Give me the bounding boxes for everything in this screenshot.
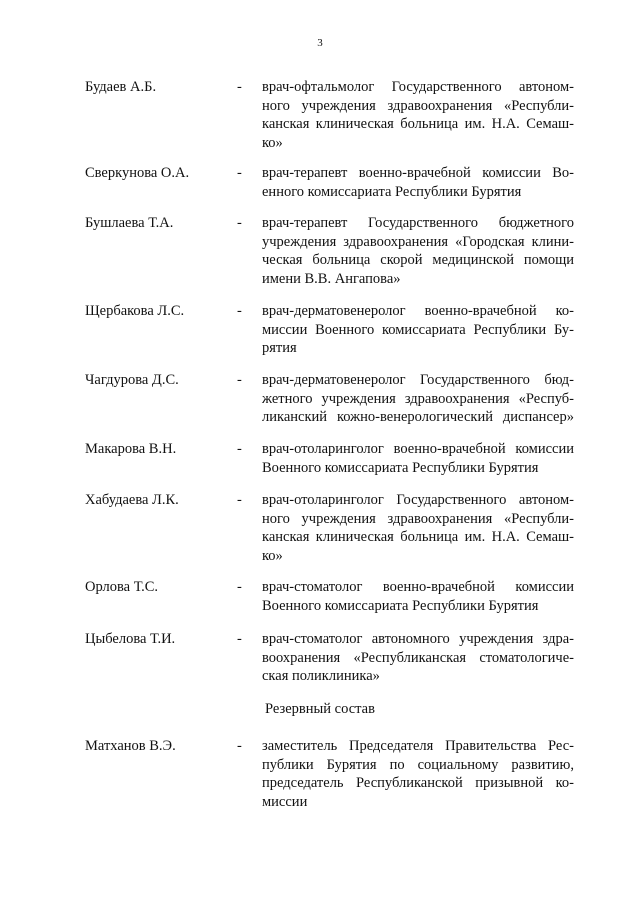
- position-line: врач-отоларинголог военно-врачебной комиссии: [262, 441, 574, 457]
- position-line: енного комиссариата Республики Бурятия: [262, 183, 522, 200]
- separator-dash: -: [237, 441, 242, 457]
- position-line: ко»: [262, 547, 283, 564]
- member-position: [262, 78, 574, 152]
- reserve-section-title: Резервный состав: [265, 701, 375, 717]
- separator-dash: -: [237, 738, 242, 754]
- position-line: жетного учреждения здравоохранения «Респуб-: [262, 390, 574, 407]
- separator-dash: -: [237, 303, 242, 319]
- position-line: учреждения здравоохранения «Городская клини-: [262, 233, 574, 250]
- member-name: Макарова В.Н.: [85, 441, 177, 457]
- separator-dash: -: [237, 79, 242, 95]
- position-line: миссии: [262, 793, 308, 810]
- position-line: ская поликлиника»: [262, 668, 380, 684]
- position-line: ного учреждения здравоохранения «Республи-: [262, 510, 574, 527]
- member-position: [262, 371, 574, 427]
- position-line: ликанский кожно-венерологический диспансер»: [262, 409, 574, 425]
- separator-dash: -: [237, 579, 242, 595]
- member-name: Бушлаева Т.А.: [85, 215, 174, 231]
- position-line: председатель Республиканской призывной ко-: [262, 775, 574, 791]
- position-line: врач-терапевт военно-врачебной комиссии Во-: [262, 165, 574, 181]
- member-name: Щербакова Л.С.: [85, 303, 185, 319]
- position-line: ческая больница скорой медицинской помощи: [262, 252, 574, 268]
- member-position: [262, 214, 574, 288]
- position-line: публики Бурятия по социальному развитию,: [262, 756, 574, 773]
- member-position: [262, 737, 574, 811]
- position-line: заместитель Председателя Правительства Рес-: [262, 738, 574, 754]
- position-line: рятия: [262, 340, 297, 356]
- separator-dash: -: [237, 165, 242, 181]
- position-line: врач-терапевт Государственного бюджетного: [262, 215, 574, 231]
- position-line: канская клиническая больница им. Н.А. Семаш-: [262, 116, 574, 132]
- member-name: Чагдурова Д.С.: [85, 372, 179, 388]
- separator-dash: -: [237, 492, 242, 508]
- member-name: Сверкунова О.А.: [85, 165, 190, 181]
- separator-dash: -: [237, 372, 242, 388]
- member-name: Будаев А.Б.: [85, 79, 157, 95]
- member-name: Хабудаева Л.К.: [85, 492, 179, 508]
- position-line: врач-стоматолог автономного учреждения здра-: [262, 631, 574, 647]
- separator-dash: -: [237, 215, 242, 231]
- position-line: врач-офтальмолог Государственного автоном-: [262, 79, 574, 95]
- page-number: 3: [317, 37, 323, 49]
- member-name: Орлова Т.С.: [85, 579, 159, 595]
- position-line: миссии Военного комиссариата Республики Бу-: [262, 321, 574, 338]
- position-line: Военного комиссариата Республики Бурятия: [262, 459, 539, 476]
- position-line: воохранения «Республиканская стоматологиче-: [262, 649, 574, 666]
- position-line: врач-дерматовенеролог военно-врачебной ко-: [262, 303, 574, 319]
- member-position: [262, 578, 574, 615]
- member-position: [262, 440, 574, 477]
- position-line: имени В.В. Ангапова»: [262, 270, 401, 287]
- position-line: врач-отоларинголог Государственного автоном-: [262, 492, 574, 508]
- member-name: Цыбелова Т.И.: [85, 631, 176, 647]
- position-line: канская клиническая больница им. Н.А. Семаш-: [262, 529, 574, 545]
- member-position: [262, 491, 574, 565]
- separator-dash: -: [237, 631, 242, 647]
- member-position: [262, 302, 574, 358]
- member-position: [262, 630, 574, 686]
- member-name: Матханов В.Э.: [85, 738, 176, 754]
- position-line: Военного комиссариата Республики Бурятия: [262, 597, 539, 614]
- position-line: ного учреждения здравоохранения «Республи-: [262, 97, 574, 114]
- position-line: врач-стоматолог военно-врачебной комиссии: [262, 579, 574, 595]
- member-position: [262, 164, 574, 201]
- position-line: ко»: [262, 134, 283, 151]
- position-line: врач-дерматовенеролог Государственного бюд-: [262, 372, 574, 388]
